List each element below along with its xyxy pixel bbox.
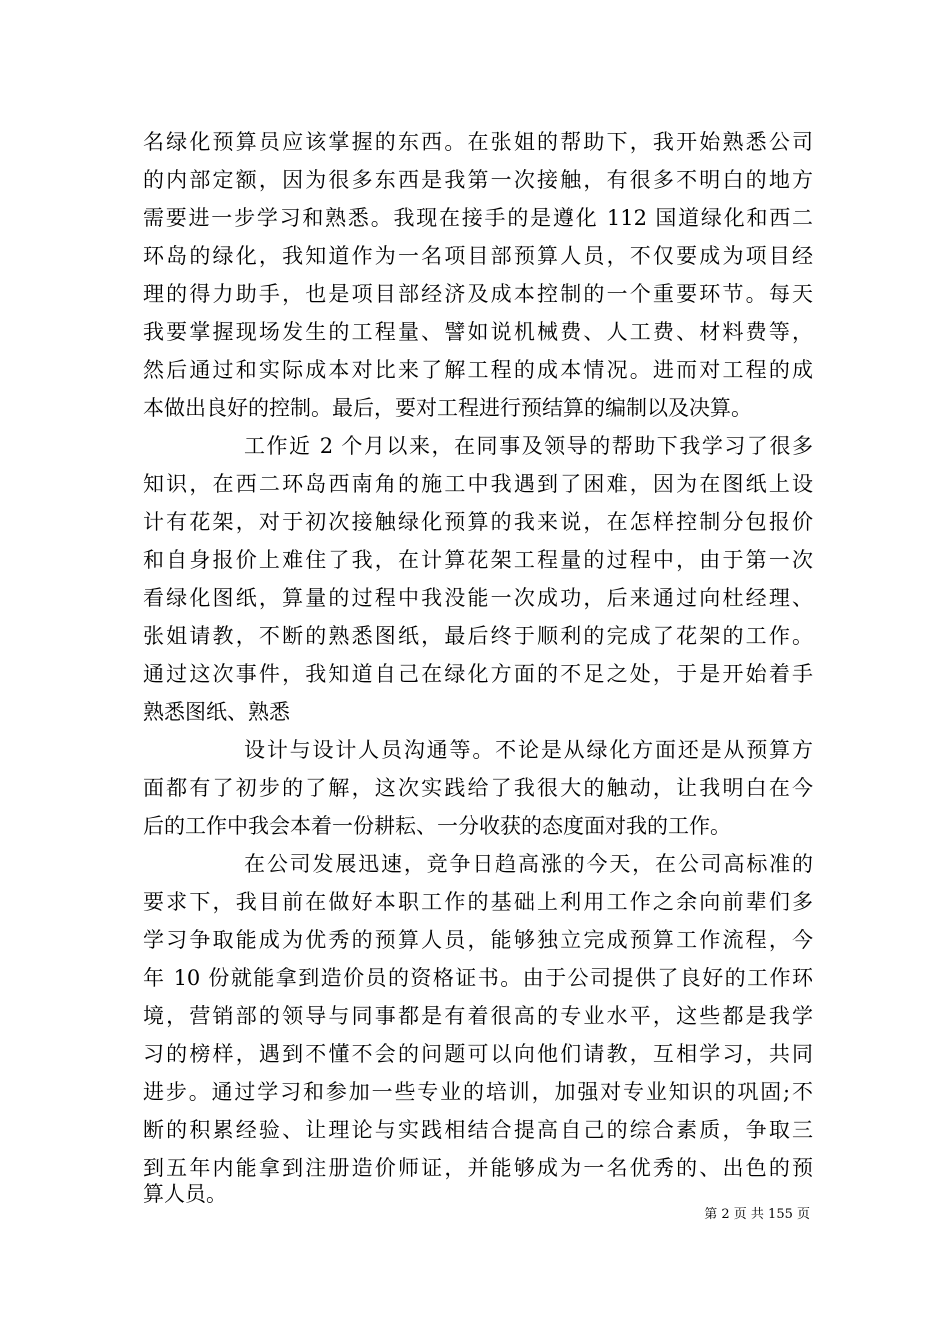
text-line: 在公司发展迅速，竞争日趋高涨的今天，在公司高标准的: [244, 852, 813, 876]
text-line: 的内部定额，因为很多东西是我第一次接触，有很多不明白的地方: [143, 168, 813, 192]
text-line: 我要掌握现场发生的工程量、譬如说机械费、人工费、材料费等，: [143, 320, 813, 344]
text-line: 境，营销部的领导与同事都是有着很高的专业水平，这些都是我学: [143, 1004, 813, 1028]
text-line: 要求下，我目前在做好本职工作的基础上利用工作之余向前辈们多: [143, 890, 813, 914]
text-line: 需要进一步学习和熟悉。我现在接手的是遵化 112 国道绿化和西二: [143, 206, 813, 230]
text-line: 计有花架，对于初次接触绿化预算的我来说，在怎样控制分包报价: [143, 510, 813, 534]
text-line: 年 10 份就能拿到造价员的资格证书。由于公司提供了良好的工作环: [143, 966, 813, 990]
text-line: 本做出良好的控制。最后，要对工程进行预结算的编制以及决算。: [143, 396, 752, 420]
text-line: 后的工作中我会本着一份耕耘、一分收获的态度面对我的工作。: [143, 814, 731, 838]
text-line: 张姐请教，不断的熟悉图纸，最后终于顺利的完成了花架的工作。: [143, 624, 813, 648]
text-line: 算人员。: [143, 1182, 227, 1206]
text-line: 熟悉图纸、熟悉: [143, 700, 290, 724]
text-line: 工作近 2 个月以来，在同事及领导的帮助下我学习了很多: [244, 434, 813, 458]
text-line: 到五年内能拿到注册造价师证，并能够成为一名优秀的、出色的预: [143, 1156, 813, 1180]
text-line: 学习争取能成为优秀的预算人员，能够独立完成预算工作流程，今: [143, 928, 813, 952]
page-number: 第 2 页 共 155 页: [704, 1207, 810, 1222]
text-line: 知识，在西二环岛西南角的施工中我遇到了困难，因为在图纸上设: [143, 472, 813, 496]
text-line: 断的积累经验、让理论与实践相结合提高自己的综合素质，争取三: [143, 1118, 813, 1142]
text-line: 理的得力助手，也是项目部经济及成本控制的一个重要环节。每天: [143, 282, 813, 306]
text-line: 习的榜样，遇到不懂不会的问题可以向他们请教，互相学习，共同: [143, 1042, 813, 1066]
text-line: 看绿化图纸，算量的过程中我没能一次成功，后来通过向杜经理、: [143, 586, 813, 610]
text-line: 面都有了初步的了解，这次实践给了我很大的触动，让我明白在今: [143, 776, 813, 800]
text-line: 然后通过和实际成本对比来了解工程的成本情况。进而对工程的成: [143, 358, 813, 382]
text-line: 名绿化预算员应该掌握的东西。在张姐的帮助下，我开始熟悉公司: [143, 130, 813, 154]
text-line: 和自身报价上难住了我，在计算花架工程量的过程中，由于第一次: [143, 548, 813, 572]
text-line: 通过这次事件，我知道自己在绿化方面的不足之处，于是开始着手: [143, 662, 813, 686]
text-line: 设计与设计人员沟通等。不论是从绿化方面还是从预算方: [244, 738, 813, 762]
text-line: 进步。通过学习和参加一些专业的培训，加强对专业知识的巩固;不: [143, 1080, 813, 1104]
text-line: 环岛的绿化，我知道作为一名项目部预算人员，不仅要成为项目经: [143, 244, 813, 268]
